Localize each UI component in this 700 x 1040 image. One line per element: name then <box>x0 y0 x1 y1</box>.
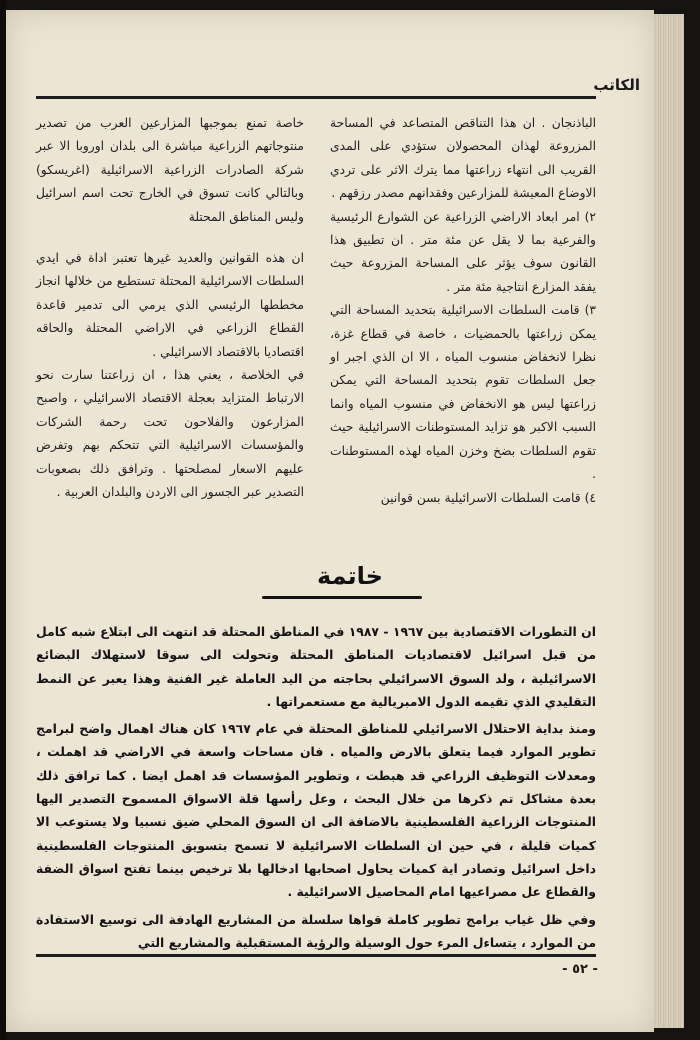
paragraph: في الخلاصة ، يعني هذا ، ان زراعتنا سارت نحو الارتباط المتزايد بعجلة الاقتصاد الاسرائيلي ، واصبح المزارعون والفلاحون تحت رحمة الشركات والمؤسسات الاسرائيلية التي تتحكم بهم وتفرض عليهم الاسعار لمصلحتها . وترافق ذلك بصعوبات التصدير عبر الجسور الى الاردن والبلدان العربية . <box>36 368 304 500</box>
running-header: الكاتب <box>593 76 640 94</box>
paragraph: خاصة تمنع بموجبها المزارعين العرب من تصدير منتوجاتهم الزراعية مباشرة الى بلدان اوروبا الا عبر شركة الصادرات الزراعية الاسرائيلية (اغريسكو) وبالتالي كانت تسوق في الخارج تحت اسم اسرائيل وليس المناطق المحتلة <box>36 116 304 224</box>
header-rule <box>36 96 596 99</box>
paragraph: ٤) قامت السلطات الاسرائيلية بسن قوانين <box>380 490 596 505</box>
section-title: خاتمة <box>317 562 383 590</box>
paragraph: ٣) قامت السلطات الاسرائيلية بتحديد المساحة التي يمكن زراعتها بالحمضيات ، خاصة في قطاع غزة، نظرا لانخفاض منسوب المياه ، الا ان الذي اجبر او جعل السلطات تقوم بتحديد المساحة التي يمكن زراعتها ليس هو الانخفاض في منسوب المياه وانما السبب الاكبر هو تزايد المستوطنات الاسرائيلية حيث تقوم السلطات بضخ وخزن المياه لهذه المستوطنات . <box>330 303 596 482</box>
paragraph: الباذنجان . ان هذا التناقص المتصاعد في المساحة المزروعة لهذان المحصولان ستؤدي على المدى القريب الى انتهاء زراعتها مما يترك الاثر على تردي الاوضاع المعيشة للمزارعين وفقدانهم مصدر رزقهم . <box>330 116 596 201</box>
page-number: - ٥٢ - <box>562 962 598 977</box>
paragraph: ومنذ بداية الاحتلال الاسرائيلي للمناطق المحتلة في عام ١٩٦٧ كان هناك اهمال واضح لبرامج تطوير الموارد فيما يتعلق بالارض والمياه . فان مساحات واسعة في الاراضي قد اهملت ، ومعدلات التوظيف الزراعي قد هبطت ، وتطوير المؤسسات قد اهمل ايضا . كما ترافق ذلك بعدة مشاكل تم ذكرها من خلال البحث ، وعل رأسها قلة الاسواق المسموح التصدير اليها المنتوجات الزراعية الفلسطينية بالاضافة الى ان السوق المحلي ضيق نسبيا ولا يستوعب الا كميات قليلة ، في حين ان السلطات الاسرائيلية لا تسمح بتسويق المنتوجات الفلسطينية داخل اسرائيل وتصادر اية كميات يحاول اصحابها ادخالها بلا ترخيص بينما تفتح اسواق الضفة والقطاع عل مصراعيها امام المحاصيل الاسرائيلية . <box>36 721 596 900</box>
page-edges <box>654 14 684 1028</box>
left-column <box>36 112 304 505</box>
paragraph: ان التطورات الاقتصادية بين ١٩٦٧ - ١٩٨٧ في المناطق المحتلة قد انتهت الى ابتلاع شبه كامل من قبل اسرائيل لاقتصاديات المناطق المحتلة وتحولت الى سوقا لاستهلاك البضائع الاسرائيلية ، ولد السوق الاسرائيلي بحاجته من اليد العاملة غير الفنية وهذا يعبر عن النمط التقليدي الذي تقيمه الدول الامبريالية مع مستعمراتها . <box>36 624 596 709</box>
paragraph: ان هذه القوانين والعديد غيرها تعتبر اداة في ايدي السلطات الاسرائيلية المحتلة تستطيع من خلالها انجاز مخططها الرئيسي الذي يرمي الى تدمير قاعدة القطاع الزراعي في الاراضي المحتلة والحاقه اقتصاديا بالاقتصاد الاسرائيلي . <box>36 251 304 359</box>
paragraph: وفي ظل غياب برامج تطوير كاملة قواها سلسلة من المشاريع الهادفة الى توسيع الاستفادة من الموارد ، يتساءل المرء حول الوسيلة والرؤية المستقبلية والمشاريع التي <box>36 911 596 950</box>
paragraph: ٢) امر ابعاد الاراضي الزراعية عن الشوارع الرئيسية والفرعية بما لا يقل عن مئة متر . ان تطبيق هذا القانون سوف يؤثر على المساحة المزروعة حيث يفقد المزارع انتاجية مئة متر . <box>330 209 596 294</box>
right-column <box>330 112 596 510</box>
footer-rule <box>36 954 596 957</box>
title-underline <box>262 596 422 599</box>
conclusion-section <box>36 620 596 958</box>
